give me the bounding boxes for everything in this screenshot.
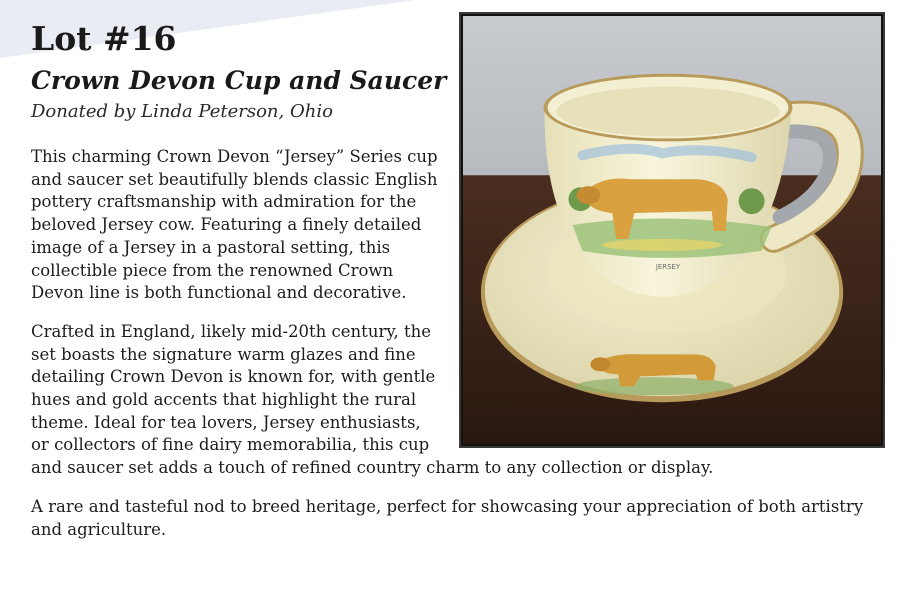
donor-line: Donated by Linda Peterson, Ohio [31,101,333,122]
item-title: Crown Devon Cup and Saucer [31,66,447,95]
description-paragraph-3: A rare and tasteful nod to breed heritage, perfect for showcasing your appreciation of both artistry and agriculture. [31,496,864,539]
description [31,146,881,557]
lot-number-heading: Lot #16 [31,19,177,58]
item-photo [459,12,885,448]
description-paragraph-2: Crafted in England, likely mid-20th century, the set boasts the signature warm glazes and fine detailing Crown Devon is known for, with gentle hues and gold accents that highlight the rural theme. Ideal for tea lovers, Jersey enthusiasts, or collectors of fine dairy memorabilia, this cup and saucer set adds a touch of refined country charm to any collection or display. [31,321,714,478]
description-paragraph-1: This charming Crown Devon “Jersey” Series cup and saucer set beautifully blends classic English pottery craftsmanship with admiration for the beloved Jersey cow. Featuring a finely detailed image of a Jersey in a pastoral setting, this collectible piece from the renowned Crown Devon line is both functional and decorative. [31,147,438,303]
cup-inscription: JERSEY [655,262,681,271]
